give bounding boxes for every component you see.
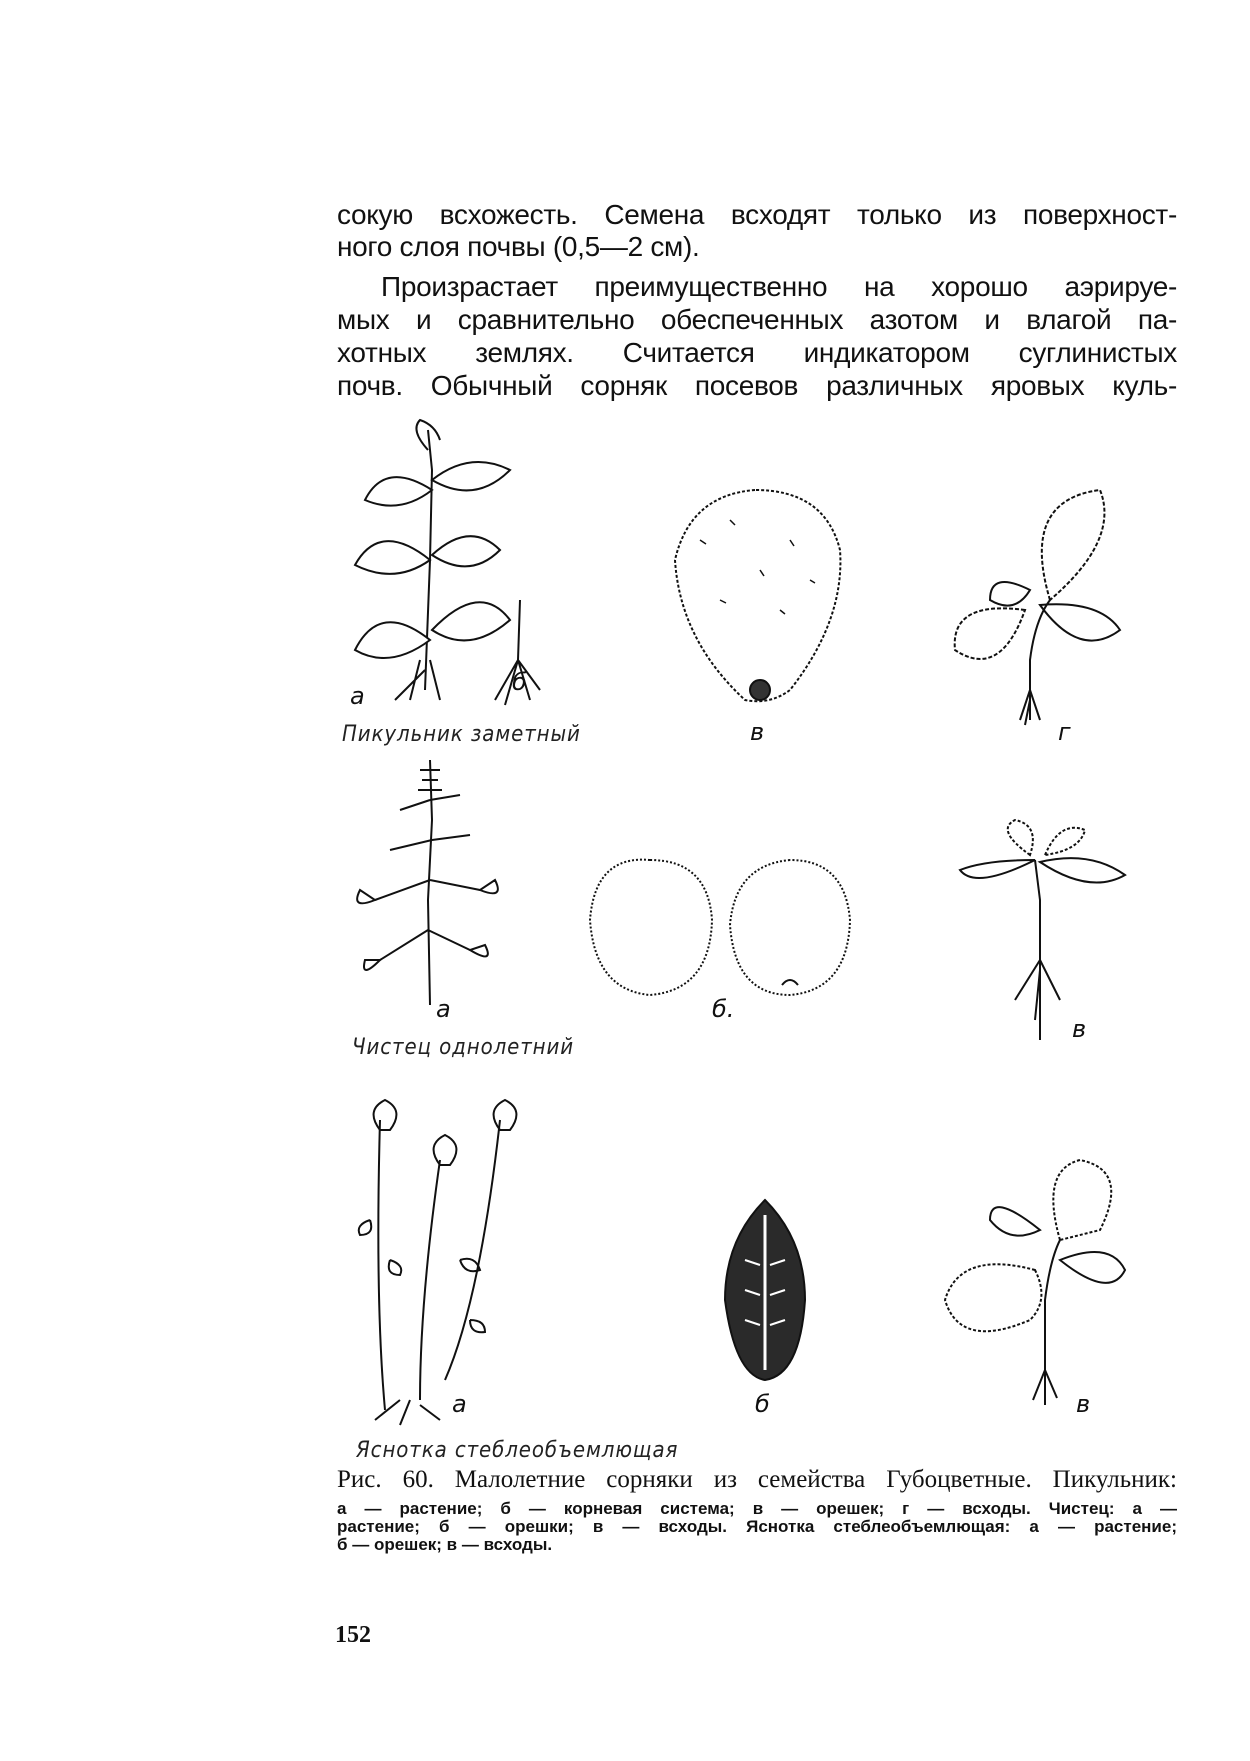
text-line: хотных землях. Считается индикатором суглинистых: [337, 337, 1177, 368]
nutlet-lamium-drawing: [725, 1200, 805, 1380]
nutlet-galeopsis-drawing: [675, 490, 840, 701]
text-line: мых и сравнительно обеспеченных азотом и влагой па-: [337, 304, 1177, 335]
seedling-stachys-drawing: [960, 820, 1125, 1040]
seedling-lamium-drawing: [945, 1160, 1125, 1405]
figure-caption-title: Рис. 60. Малолетние сорняки из семейства Губоцветные. Пикульник:: [337, 1466, 1177, 1493]
text-line: сокую всхожесть. Семена всходят только из поверхност-: [337, 199, 1177, 230]
text-line: почв. Обычный сорняк посевов различных яровых куль-: [337, 370, 1177, 401]
label-v: в: [750, 718, 765, 746]
plant-galeopsis-drawing: [355, 420, 540, 705]
label-v: в: [1072, 1015, 1087, 1043]
text-line: ного слоя почвы (0,5—2 см).: [337, 231, 700, 262]
species-caption: Чистец однолетний: [352, 1035, 575, 1060]
figure-caption-line: растение; б — орешки; в — всходы. Яснотка стеблеобъемлющая: а — растение;: [337, 1517, 1177, 1536]
label-b: б.: [712, 995, 735, 1023]
label-a: а: [350, 682, 365, 710]
page-number: 152: [335, 1622, 371, 1648]
label-v: в: [1076, 1390, 1091, 1418]
label-a: а: [436, 995, 451, 1023]
plant-lamium-drawing: [359, 1100, 517, 1425]
species-caption: Пикульник заметный: [342, 722, 581, 747]
text-line: Произрастает преимущественно на хорошо аэрируе-: [381, 271, 1177, 302]
seedling-galeopsis-drawing: [955, 490, 1120, 725]
species-caption: Яснотка стеблеобъемлющая: [356, 1438, 679, 1463]
label-a: а: [452, 1390, 467, 1418]
plant-stachys-drawing: [357, 760, 498, 1005]
figure-caption-line: б — орешек; в — всходы.: [337, 1535, 553, 1554]
figure-caption-line: а — растение; б — корневая система; в — орешек; г — всходы. Чистец: а —: [337, 1499, 1177, 1518]
nutlets-stachys-drawing: [590, 860, 850, 995]
label-g: г: [1058, 718, 1071, 746]
label-b: б: [512, 668, 527, 696]
label-b: б: [755, 1390, 770, 1418]
